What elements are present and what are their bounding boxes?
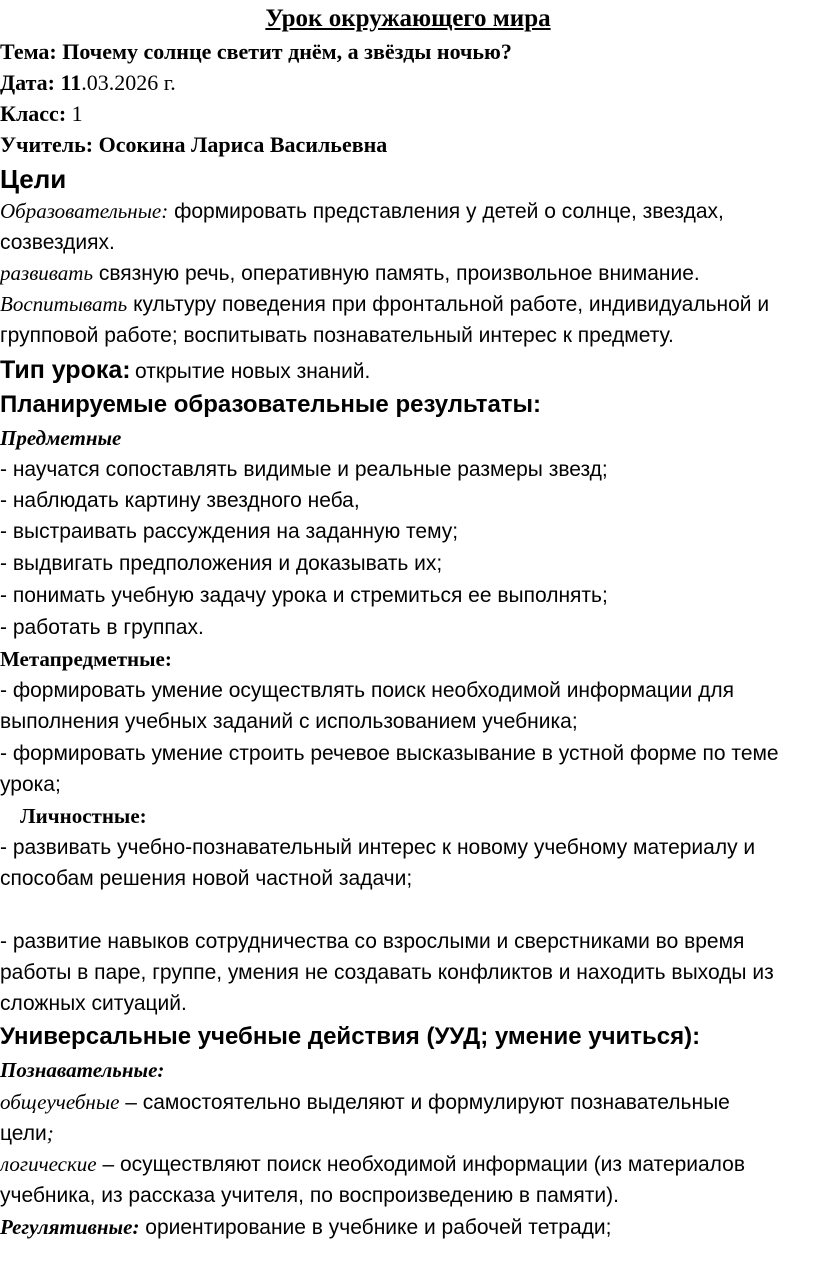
class-line [0,103,83,125]
uud-regulatory-text: ориентирование в учебнике и рабочей тетради; [139,1216,612,1239]
personal-item-2-cont-2: сложных ситуаций. [0,992,187,1015]
teacher-line [0,134,387,156]
uud-logical-text: – осуществляют поиск необходимой информации (из материалов [96,1153,746,1176]
lesson-type-label: Тип урока: [0,356,131,384]
uud-heading: Универсальные учебные действия (УУД; умение учиться): [0,1023,701,1050]
goals-educational-text: формировать представления у детей о солнце, звездах, [174,200,724,223]
list-item: - выстраивать рассуждения на заданную тему; [0,520,459,543]
date-day: 11 [60,70,82,95]
topic-value: Почему солнце светит днём, а звёзды ночью? [62,39,512,64]
uud-logical-label: логические [0,1152,97,1176]
uud-regulatory-line [0,1217,611,1238]
page-title: Урок окружающего мира [265,5,551,32]
goals-heading: Цели [0,164,67,194]
goals-educational-label: Образовательные: [0,199,169,223]
list-item: - научатся сопоставлять видимые и реальные размеры звезд; [0,458,608,481]
date-label: Дата: [0,70,55,95]
uud-regulatory-label: Регулятивные: [0,1215,140,1239]
class-value: 1 [71,101,83,126]
teacher-value: Осокина Лариса Васильевна [98,132,388,157]
results-heading: Планируемые образовательные результаты: [0,391,542,418]
uud-general-text-2: цели [0,1122,47,1145]
uud-general-line [0,1092,730,1113]
goals-educational-line [0,201,724,222]
goals-educational-line-2: созвездиях. [0,231,115,254]
metasubject-item-1-cont: выполнения учебных заданий с использованием учебника; [0,710,578,733]
metasubject-results-label: Метапредметные: [0,647,172,671]
goals-developing-label: развивать [0,261,94,285]
class-label: Класс: [0,101,67,126]
goals-upbringing-text: культуру поведения при фронтальной работе, индивидуальной и [133,293,770,316]
uud-logical-line [0,1154,745,1175]
goals-developing-line [0,263,700,284]
personal-item-1-cont: способам решения новой частной задачи; [0,867,413,890]
lesson-type-value: открытие новых знаний. [135,360,371,383]
uud-general-line-2 [0,1123,54,1144]
uud-cognitive-label: Познавательные: [0,1058,165,1082]
uud-general-text-2-end: ; [46,1121,54,1145]
goals-upbringing-line-2: групповой работе; воспитывать познавательный интерес к предмету. [0,324,674,347]
uud-general-text: – самостоятельно выделяют и формулируют познавательные [119,1091,730,1114]
subject-results-label: Предметные [0,426,122,450]
personal-item-1: - развивать учебно-познавательный интерес к новому учебному материалу и [0,836,756,859]
list-item: - понимать учебную задачу урока и стремиться ее выполнять; [0,584,608,607]
topic-line [0,41,512,63]
uud-logical-line-2: учебника, из рассказа учителя, по воспроизведению в памяти). [0,1184,619,1207]
lesson-type-line [0,358,370,383]
personal-item-2: - развитие навыков сотрудничества со взрослыми и сверстниками во время [0,930,745,953]
metasubject-item-1: - формировать умение осуществлять поиск необходимой информации для [0,679,734,702]
goals-upbringing-line [0,294,769,315]
personal-item-2-cont: работы в паре, группе, умения не создавать конфликтов и находить выходы из [0,961,774,984]
topic-label: Тема: [0,39,57,64]
date-rest: .03.2026 г. [81,70,176,95]
metasubject-item-2-cont: урока; [0,773,61,796]
list-item: - выдвигать предположения и доказывать их; [0,552,443,575]
personal-results-label: Личностные: [20,804,147,828]
metasubject-item-2: - формировать умение строить речевое высказывание в устной форме по теме [0,742,779,765]
goals-developing-text: связную речь, оперативную память, произвольное внимание. [98,262,700,285]
list-item: - работать в группах. [0,616,204,639]
list-item: - наблюдать картину звездного неба, [0,489,360,512]
teacher-label: Учитель: [0,132,94,157]
goals-upbringing-label: Воспитывать [0,292,128,316]
date-line [0,72,176,94]
uud-general-label: общеучебные [0,1090,120,1114]
